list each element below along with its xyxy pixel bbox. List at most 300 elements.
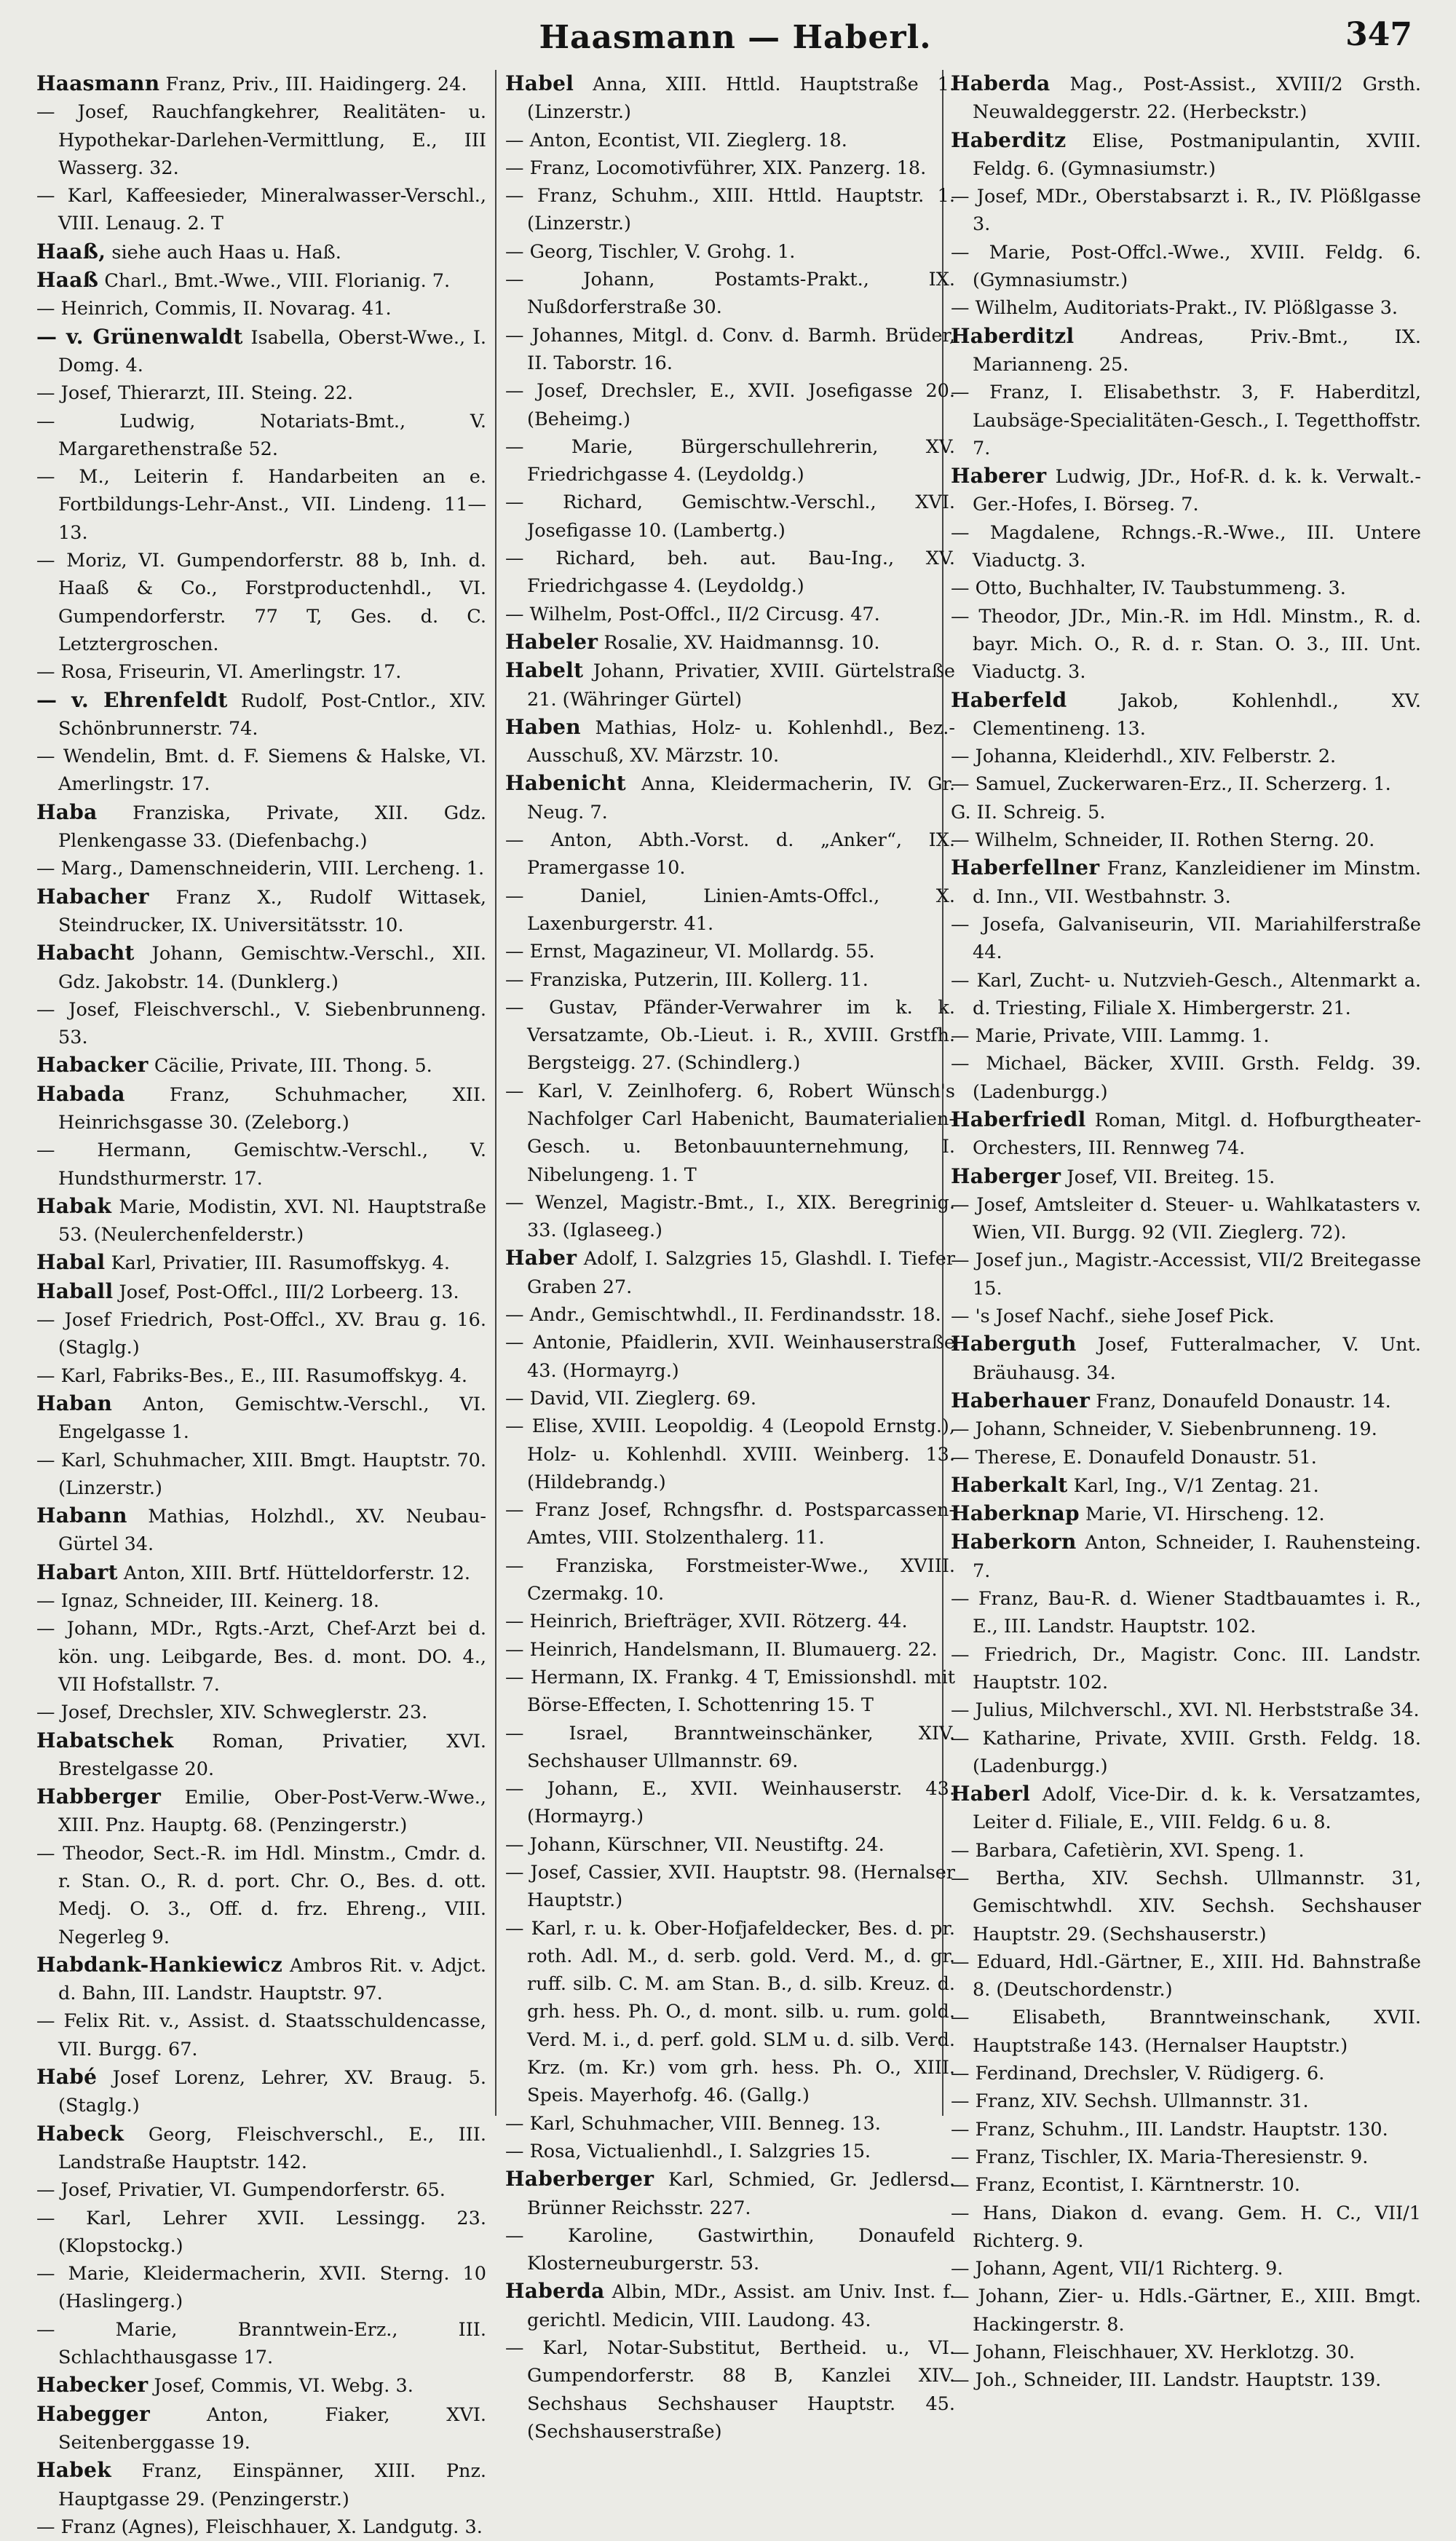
entry-surname: Habada [36,1081,125,1106]
directory-entry [36,379,486,407]
entry-details: — Franz, Econtist, I. Kärntnerstr. 10. [951,2174,1300,2197]
directory-entry [36,295,486,323]
entry-details: Josef Lorenz, Lehrer, XV. Braug. 5. (Staglg.) [58,2067,486,2117]
directory-entry [36,1278,486,1306]
directory-entry [951,770,1421,798]
entry-surname: Haberkalt [951,1472,1068,1497]
directory-entry [505,266,955,322]
entry-details: Anton, XIII. Brtf. Hütteldorferstr. 12. [123,1562,470,1584]
entry-surname: Haberberger [505,2167,654,2192]
entry-surname: — v. Ehrenfeldt [36,687,228,712]
directory-entry [36,2120,486,2177]
entry-surname: Haberer [951,464,1047,489]
directory-entry [951,574,1421,602]
entry-details: — Wilhelm, Schneider, II. Rothen Sterng. 20. [951,829,1375,852]
directory-entry [951,2116,1421,2143]
entry-surname: Haba [36,799,98,824]
directory-entry [36,1249,486,1277]
entry-surname: Haberguth [951,1332,1077,1356]
entry-details: Josef, Futteralmacher, V. Unt. Bräuhausg. 34. [973,1334,1421,1384]
entry-details: — Antonie, Pfaidlerin, XVII. Weinhauserstraße 43. (Hormayrg.) [505,1332,955,1382]
entry-details: Anton, Fiaker, XVI. Seitenberggasse 19. [58,2403,487,2454]
directory-entry [36,70,486,98]
entry-details: — Franz, I. Elisabethstr. 3, F. Haberditzl, Laubsäge-Specialitäten-Gesch., I. Tegetthoffstr. 7. [951,382,1421,459]
entry-details: — Friedrich, Dr., Magistr. Conc. III. Landstr. Hauptstr. 102. [951,1643,1421,1694]
entry-details: — Joh., Schneider, III. Landstr. Hauptstr. 139. [951,2369,1382,2392]
entry-details: — Johann, Zier- u. Hdls.-Gärtner, E., XIII. Bmgt. Hackingerstr. 8. [951,2285,1421,2336]
entry-details: — Gustav, Pfänder-Verwahrer im k. k. Versatzamte, Ob.-Lieut. i. R., XVIII. Grstfh. Bergsteigg. 27. (Schindlerg.) [505,996,955,1075]
directory-entry [505,433,955,489]
entry-surname: Habdank-Hankiewicz [36,1952,283,1977]
entry-details: Marie, VI. Hirscheng. 12. [1085,1503,1325,1526]
entry-details: — Josef, MDr., Oberstabsarzt i. R., IV. Plößlgasse 3. [951,186,1421,236]
directory-entry [36,1193,486,1249]
directory-entry [505,1664,955,1720]
entry-details: — Josef Friedrich, Post-Offcl., XV. Brau g. 16. (Staglg.) [36,1309,486,1359]
column-3 [951,70,1422,2392]
directory-entry [36,1587,486,1615]
entry-surname: Habacher [36,884,149,909]
entry-details: Franziska, Private, XII. Gdz. Plenkengasse 33. (Diefenbachg.) [58,802,487,853]
entry-details: Ludwig, JDr., Hof-R. d. k. k. Verwalt.-Ger.-Hofes, I. Börseg. 7. [973,466,1422,516]
directory-entry [951,1528,1421,1585]
directory-entry [36,743,486,799]
entry-surname: Habal [36,1250,106,1275]
entry-details: Franz, Donaufeld Donaustr. 14. [1096,1390,1391,1412]
directory-entry [36,182,486,238]
directory-entry [36,2007,486,2063]
directory-entry [36,463,486,547]
column-1 [36,70,487,2538]
entry-details: — Eduard, Hdl.-Gärtner, E., XIII. Hd. Bahnstraße 8. (Deutschordenstr.) [951,1951,1421,2001]
directory-entry [505,154,955,182]
entry-details: Franz, Schuhmacher, XII. Heinrichsgasse 30. (Zeleborg.) [58,1083,487,1134]
directory-entry [505,2165,955,2222]
entry-details: Franz, Einspänner, XIII. Pnz. Hauptgasse 29. (Penzingerstr.) [58,2460,487,2510]
directory-entry [505,70,955,127]
entry-details: — Ignaz, Schneider, III. Keinerg. 18. [36,1590,379,1613]
directory-entry [951,1050,1421,1106]
entry-details: Mathias, Holz- u. Kohlenhdl., Bez.-Ausschuß, XV. Märzstr. 10. [527,716,955,767]
entry-details: Josef, Post-Offcl., III/2 Lorbeerg. 13. [119,1281,459,1303]
entry-details: — Karl, Schuhmacher, XIII. Bmgt. Hauptstr. 70. (Linzerstr.) [36,1449,486,1499]
directory-entry [36,2371,486,2400]
directory-entry [36,547,486,658]
entry-details: — Josef, Rauchfangkehrer, Realitäten- u. Hypothekar-Darlehen-Vermittlung, E., III Wasserg. 32. [36,101,486,179]
directory-entry [505,882,955,938]
entry-surname: Haberda [505,2279,605,2304]
entry-details: — Franz, Locomotivführer, XIX. Panzerg. 18. [505,157,927,179]
entry-details: — Josef, Amtsleiter d. Steuer- u. Wahlkatasters v. Wien, VII. Burgg. 92 (VII. Zieglerg. 72). [951,1193,1421,1244]
entry-details: — Katharine, Private, XVIII. Grsth. Feldg. 18. (Ladenburgg.) [951,1727,1421,1777]
directory-entry [36,1783,486,1840]
entry-details: Franz, Kanzleidiener im Minstm. d. Inn., VII. Westbahnstr. 3. [973,858,1421,908]
entry-details: — Samuel, Zuckerwaren-Erz., II. Scherzerg. 1. [951,773,1391,796]
directory-entry [505,182,955,238]
entry-details: Jakob, Kohlenhdl., XV. Clementineng. 13. [973,689,1421,740]
entry-surname: — v. Grünenwaldt [36,324,243,349]
directory-entry [505,1412,955,1496]
entry-details: — Karl, Kaffeesieder, Mineralwasser-Verschl., VIII. Lenaug. 2. T [36,185,486,235]
directory-entry [36,1447,486,1503]
directory-entry [951,70,1421,127]
entry-details: Marie, Modistin, XVI. Nl. Hauptstraße 53. (Neulerchenfelderstr.) [58,1196,487,1246]
directory-entry [951,1948,1421,2004]
directory-entry [505,628,955,657]
entry-details: — Felix Rit. v., Assist. d. Staatsschuldencasse, VII. Burgg. 67. [36,2010,486,2060]
entry-surname: Haban [36,1391,113,1415]
entry-surname: Habart [36,1560,118,1584]
entry-details: — Bertha, XIV. Sechsh. Ullmannstr. 31, Gemischtwhdl. XIV. Sechsh. Sechshauser Hauptstr. 29. (Sechshauserstr.) [951,1868,1421,1945]
directory-entry [951,1191,1421,1247]
entry-details: Adolf, I. Salzgries 15, Glashdl. I. Tiefer Graben 27. [527,1248,955,1298]
entry-surname: Habecker [36,2373,149,2398]
directory-entry [951,2200,1421,2256]
entry-details: — Josef, Fleischverschl., V. Siebenbrunneng. 53. [36,998,486,1049]
entry-surname: Habenicht [505,771,627,796]
entry-details: — Barbara, Cafetièrin, XVI. Speng. 1. [951,1839,1305,1862]
directory-entry [505,1244,955,1301]
entry-details: — Franz, Bau-R. d. Wiener Stadtbauamtes i. R., E., III. Landstr. Hauptstr. 102. [951,1588,1421,1638]
directory-entry [505,2222,955,2278]
directory-entry [36,1306,486,1362]
directory-entry [36,2063,486,2120]
directory-entry [36,1615,486,1699]
directory-entry [36,1080,486,1137]
entry-details: — Josef, Drechsler, XIV. Schweglerstr. 23. [36,1702,428,1724]
directory-entry [505,377,955,433]
entry-details: — Ernst, Magazineur, VI. Mollardg. 55. [505,941,875,963]
directory-entry [951,603,1421,687]
directory-entry [951,1415,1421,1443]
entry-details: — Marie, Branntwein-Erz., III. Schlachthausgasse 17. [36,2318,486,2369]
entry-details: — Heinrich, Briefträger, XVII. Rötzerg. 44. [505,1611,908,1633]
entry-details: Andreas, Priv.-Bmt., IX. Marianneng. 25. [973,325,1421,376]
directory-entry [505,601,955,628]
directory-entry [505,1859,955,1915]
column-2 [505,70,956,2443]
entry-details: — Hermann, IX. Frankg. 4 T, Emissionshdl. mit Börse-Effecten, I. Schottenring 15. T [505,1666,955,1717]
entry-details: — Moriz, VI. Gumpendorferstr. 88 b, Inh. d. Haaß & Co., Forstproductenhdl., VI. Gumpendorferstr. 77 T, Ges. d. C. Letztergroschen. [36,550,486,655]
directory-entry [36,1390,486,1447]
entry-details: Rudolf, Post-Cntlor., XIV. Schönbrunnerstr. 74. [58,689,487,740]
entry-details: — Karl, r. u. k. Ober-Hofjafeldecker, Bes. d. pr. roth. Adl. M., d. serb. gold. Verd. M., d. gr. ruff. silb. C. M. am Stan. B., d. silb. Kreuz. d. grh. hess. Ph. O., d. mont. silb. u. rum. gold. Verd. M. i., d. perf. gold. SLM u. d. silb. Verd. Krz. (m. Kr.) vom grh. hess. Ph. O., XIII. Speis. Mayerhofg. 46. (Gallg.) [505,1917,955,2107]
entry-surname: Haaß [36,268,99,293]
entry-details: Anna, Kleidermacherin, IV. Gr. Neug. 7. [527,773,956,823]
entry-details: — Heinrich, Commis, II. Novarag. 41. [36,298,392,320]
entry-details: Charl., Bmt.-Wwe., VIII. Florianig. 7. [104,270,451,293]
directory-entry [951,1303,1421,1330]
directory-entry [36,2513,486,2541]
entry-details: — Karl, Lehrer XVII. Lessingg. 23. (Klopstockg.) [36,2207,486,2257]
entry-details: — Wenzel, Magistr.-Bmt., I., XIX. Beregrinig. 33. (Iglaseeg.) [505,1191,955,1242]
directory-entry [951,379,1421,462]
directory-entry [505,1301,955,1329]
entry-surname: Habeler [505,629,598,654]
entry-details: Karl, Ing., V/1 Zentag. 21. [1073,1474,1319,1497]
directory-entry [951,854,1421,911]
entry-surname: Haben [505,714,581,739]
entry-details: Roman, Mitgl. d. Hofburgtheater-Orchesters, III. Rennweg 74. [973,1109,1421,1160]
directory-entry [951,1500,1421,1528]
directory-entry [505,1496,955,1552]
entry-details: Franz, Priv., III. Haidingerg. 24. [165,74,467,95]
entry-details: Mag., Post-Assist., XVIII/2 Grsth. Neuwaldeggerstr. 22. (Herbeckstr.) [973,74,1422,124]
directory-entry [36,883,486,940]
directory-entry [951,1022,1421,1050]
entry-details: — Johann, Agent, VII/1 Richterg. 9. [951,2258,1283,2280]
directory-entry [36,939,486,996]
entry-details: — M., Leiterin f. Handarbeiten an e. Fortbildungs-Lehr-Anst., VII. Lindeng. 11—13. [36,466,486,544]
directory-entry [951,1246,1421,1303]
entry-details: — Franz Josef, Rchngsfhr. d. Postsparcassen-Amtes, VIII. Stolzenthalerg. 11. [505,1499,955,1549]
directory-entry [505,1078,955,1189]
directory-entry [951,1641,1421,1697]
directory-entry [36,1727,486,1784]
entry-details: — Josef, Cassier, XVII. Hauptstr. 98. (Hernalser Hauptstr.) [505,1862,955,1912]
entry-details: Karl, Privatier, III. Rasumoffskyg. 4. [111,1252,450,1275]
directory-entry [505,1552,955,1608]
entry-details: Anna, XIII. Httld. Hauptstraße 1. (Linzerstr.) [527,74,956,124]
entry-details: — Marie, Post-Offcl.-Wwe., XVIII. Feldg. 6. (Gymnasiumstr.) [951,241,1421,292]
entry-details: — Julius, Milchverschl., XVI. Nl. Herbststraße 34. [951,1699,1420,1722]
directory-entry [951,911,1421,967]
entry-details: — 's Josef Nachf., siehe Josef Pick. [951,1305,1275,1328]
directory-entry [951,1163,1421,1191]
entry-details: — Wendelin, Bmt. d. F. Siemens & Halske, VI. Amerlingstr. 17. [36,746,486,796]
directory-entry [36,238,486,266]
directory-entry [505,489,955,545]
entry-details: Albin, MDr., Assist. am Univ. Inst. f. gerichtl. Medicin, VIII. Laudong. 43. [527,2281,955,2331]
directory-entry [951,1106,1421,1163]
page-number: 347 [1345,16,1412,53]
entry-details: — Hermann, Gemischtw.-Verschl., V. Hundsthurmerstr. 17. [36,1139,486,1190]
directory-entry [36,323,486,380]
page-title: Haasmann — Haberl. [539,19,932,56]
directory-entry [505,1636,955,1664]
directory-entry [505,127,955,154]
directory-entry [951,239,1421,295]
entry-details: Cäcilie, Private, III. Thong. 5. [154,1055,432,1078]
directory-entry [951,2060,1421,2087]
entry-details: Johann, Gemischtw.-Verschl., XII. Gdz. Jakobstr. 14. (Dunklerg.) [58,943,486,993]
entry-surname: Habann [36,1503,127,1528]
entry-details: — Heinrich, Handelsmann, II. Blumauerg. 22. [505,1638,938,1661]
directory-entry [505,770,955,826]
directory-entry [505,1915,955,2110]
directory-entry [505,826,955,882]
directory-entry [36,2205,486,2261]
entry-surname: Habberger [36,1785,162,1809]
entry-details: — Marie, Kleidermacherin, XVII. Sterng. 10 (Haslingerg.) [36,2263,486,2313]
entry-details: — Karoline, Gastwirthin, Donaufeld Klosterneuburgerstr. 53. [505,2224,955,2275]
directory-entry [951,2255,1421,2283]
entry-details: — Richard, beh. aut. Bau-Ing., XV. Friedrichgasse 4. (Leydoldg.) [505,548,955,598]
directory-entry [505,1385,955,1412]
entry-surname: Haberditzl [951,323,1075,348]
entry-details: — Rosa, Victualienhdl., I. Salzgries 15. [505,2140,871,2162]
directory-entry [505,1329,955,1385]
entry-surname: Haber [505,1246,577,1270]
directory-entry [36,1559,486,1587]
directory-entry [951,1585,1421,1641]
entry-details: — Hans, Diakon d. evang. Gem. H. C., VII/1 Richterg. 9. [951,2202,1421,2252]
entry-surname: Haberknap [951,1501,1080,1526]
entry-details: Georg, Fleischverschl., E., III. Landstraße Hauptstr. 142. [58,2123,486,2173]
entry-surname: Habacker [36,1053,149,1078]
directory-entry [951,826,1421,854]
entry-surname: Habek [36,2458,111,2483]
entry-surname: Habel [505,71,574,95]
directory-entry [36,98,486,182]
entry-details: — Johann, Postamts-Prakt., IX. Nußdorferstraße 30. [505,269,955,319]
entry-details: Johann, Privatier, XVIII. Gürtelstraße 21. (Währinger Gürtel) [527,660,956,711]
entry-details: — Franziska, Forstmeister-Wwe., XVIII. Czermakg. 10. [505,1554,955,1605]
page-header [44,13,1427,79]
entry-details: siehe auch Haas u. Haß. [111,241,341,264]
entry-details: — Michael, Bäcker, XVIII. Grsth. Feldg. 39. (Ladenburgg.) [951,1053,1421,1103]
directory-entry [36,1051,486,1080]
entry-surname: Haberfellner [951,855,1100,880]
entry-surname: Haberda [951,71,1051,95]
entry-details: — Richard, Gemischtw.-Verschl., XVI. Josefigasse 10. (Lambertg.) [505,491,955,542]
directory-entry [505,545,955,601]
entry-details: — Karl, Zucht- u. Nutzvieh-Gesch., Altenmarkt a. d. Triesting, Filiale X. Himbergerstr. 21. [951,969,1421,1019]
entry-details: Roman, Privatier, XVI. Brestelgasse 20. [58,1730,486,1780]
directory-entry [36,1362,486,1390]
entry-details: Elise, Postmanipulantin, XVIII. Feldg. 6. (Gymnasiumstr.) [973,130,1422,180]
entry-details: — Wilhelm, Post-Offcl., II/2 Circusg. 47. [505,603,880,625]
entry-details: Rosalie, XV. Haidmannsg. 10. [604,631,880,654]
directory-entry [951,1471,1421,1500]
directory-entry [951,519,1421,575]
directory-entry [36,1502,486,1559]
entry-details: Josef, VII. Breiteg. 15. [1067,1166,1275,1188]
entry-surname: Haasmann [36,71,160,95]
directory-entry [36,2457,486,2513]
directory-entry [505,1720,955,1776]
directory-entry [505,322,955,378]
directory-entry [36,687,486,743]
directory-entry [951,323,1421,379]
entry-details: — Johann, MDr., Rgts.-Arzt, Chef-Arzt bei d. kön. ung. Leibgarde, Bes. d. mont. DO. 4., VII Hofstallstr. 7. [36,1618,486,1696]
entry-details: — Therese, E. Donaufeld Donaustr. 51. [951,1446,1317,1469]
directory-entry [951,1330,1421,1387]
entry-details: — Johann, Fleischhauer, XV. Herklotzg. 30. [951,2342,1356,2364]
directory-entry [36,266,486,295]
directory-entry [505,2138,955,2165]
entry-details: — Johann, Schneider, V. Siebenbrunneng. 19. [951,1418,1377,1441]
entry-details: — Franz, Schuhm., XIII. Httld. Hauptstr. 1. (Linzerstr.) [505,185,955,235]
entry-details: — Karl, V. Zeinlhoferg. 6, Robert Wünsch's Nachfolger Carl Habenicht, Baumaterialien-Gesch. u. Betonbauunternehmung, I. Nibelungeng. 1. T [505,1080,955,1186]
directory-entry [951,799,1421,826]
entry-details: — Elise, XVIII. Leopoldig. 4 (Leopold Ernstg.), Holz- u. Kohlenhdl. XVIII. Weinberg. 13. (Hildebrandg.) [505,1415,955,1493]
entry-surname: Haaß, [36,239,106,264]
directory-entry [951,2004,1421,2060]
directory-entry [505,2110,955,2138]
directory-entry [36,1951,486,2008]
entry-details: — Israel, Branntweinschänker, XIV. Sechshauser Ullmannstr. 69. [505,1722,955,1772]
entry-details: Karl, Schmied, Gr. Jedlersd. Brünner Reichsstr. 227. [527,2169,955,2219]
entry-details: Anton, Schneider, I. Rauhensteing. 7. [973,1532,1421,1582]
entry-surname: Habatschek [36,1728,174,1752]
directory-entry [505,2277,955,2334]
directory-entry [36,1137,486,1193]
directory-entry [951,1696,1421,1724]
entry-surname: Habegger [36,2401,151,2426]
entry-surname: Haberfeld [951,687,1067,712]
entry-details: — Josef jun., Magistr.-Accessist, VII/2 Breitegasse 15. [951,1249,1421,1300]
entry-details: — Wilhelm, Auditoriats-Prakt., IV. Plößlgasse 3. [951,297,1398,320]
directory-entry [36,1699,486,1726]
directory-entry [36,2316,486,2372]
directory-entry [505,1189,955,1245]
directory-entry [951,2283,1421,2339]
entry-details: — Franziska, Putzerin, III. Kollerg. 11. [505,968,869,991]
entry-details: — Josef, Thierarzt, III. Steing. 22. [36,382,354,405]
directory-entry [951,294,1421,322]
directory-entry [505,1775,955,1831]
entry-details: — Karl, Notar-Substitut, Bertheid. u., VI. Gumpendorferstr. 88 B, Kanzlei XIV. Sechshaus Sechshauser Hauptstr. 45. (Sechshauserstraße) [505,2337,955,2443]
entry-details: — Josef, Drechsler, E., XVII. Josefigasse 20. (Beheimg.) [505,380,955,430]
directory-entry [36,996,486,1052]
entry-surname: Haberkorn [951,1530,1077,1554]
directory-entry [505,966,955,994]
directory-entry [951,687,1421,743]
entry-details: — Franz, Schuhm., III. Landstr. Hauptstr. 130. [951,2118,1388,2141]
directory-entry [505,994,955,1078]
directory-entry [36,408,486,464]
directory-entry [951,2171,1421,2199]
directory-entry [505,1831,955,1859]
directory-entry [505,938,955,965]
entry-details: — Marie, Private, VIII. Lammg. 1. [951,1025,1270,1048]
entry-details: — Josef, Privatier, VI. Gumpendorferstr. 65. [36,2179,446,2202]
entry-details: — Johannes, Mitgl. d. Conv. d. Barmh. Brüder, II. Taborstr. 16. [505,324,955,374]
column-divider [495,70,496,2116]
entry-surname: Habeck [36,2121,124,2146]
entry-details: — Ludwig, Notariats-Bmt., V. Margarethenstraße 52. [36,410,486,460]
directory-entry [951,462,1421,519]
entry-details: — Elisabeth, Branntweinschank, XVII. Hauptstraße 143. (Hernalser Hauptstr.) [951,2007,1421,2057]
directory-entry [951,1865,1421,1948]
entry-surname: Habak [36,1193,112,1218]
directory-entry [36,855,486,882]
directory-entry [951,1837,1421,1865]
directory-entry [951,1780,1421,1837]
entry-surname: Haberhauer [951,1388,1091,1412]
entry-details: Adolf, Vice-Dir. d. k. k. Versatzamtes, Leiter d. Filiale, E., VIII. Feldg. 6 u. 8. [973,1784,1422,1834]
directory-entry [505,1608,955,1635]
entry-surname: Haball [36,1279,114,1303]
entry-details: Emilie, Ober-Post-Verw.-Wwe., XIII. Pnz. Hauptg. 68. (Penzingerstr.) [58,1787,486,1837]
entry-details: — Rosa, Friseurin, VI. Amerlingstr. 17. [36,661,402,684]
entry-details: — Karl, Fabriks-Bes., E., III. Rasumoffskyg. 4. [36,1364,467,1387]
entry-details: — Franz (Agnes), Fleischhauer, X. Landgutg. 3. [36,2516,483,2538]
directory-entry [951,2143,1421,2171]
directory-entry [505,714,955,770]
entry-details: — Johann, E., XVII. Weinhauserstr. 43. (Hormayrg.) [505,1778,955,1828]
directory-entry [951,2366,1421,2394]
directory-entry [36,2400,486,2457]
directory-entry [951,743,1421,770]
entry-details: Ambros Rit. v. Adjct. d. Bahn, III. Landstr. Hauptstr. 97. [58,1954,486,2005]
entry-details: Josef, Commis, VI. Webg. 3. [154,2375,414,2398]
entry-details: — Magdalene, Rchngs.-R.-Wwe., III. Untere Viaductg. 3. [951,521,1421,572]
directory-entry [951,2339,1421,2366]
directory-entry [36,799,486,855]
entry-details: Isabella, Oberst-Wwe., I. Domg. 4. [58,326,486,376]
